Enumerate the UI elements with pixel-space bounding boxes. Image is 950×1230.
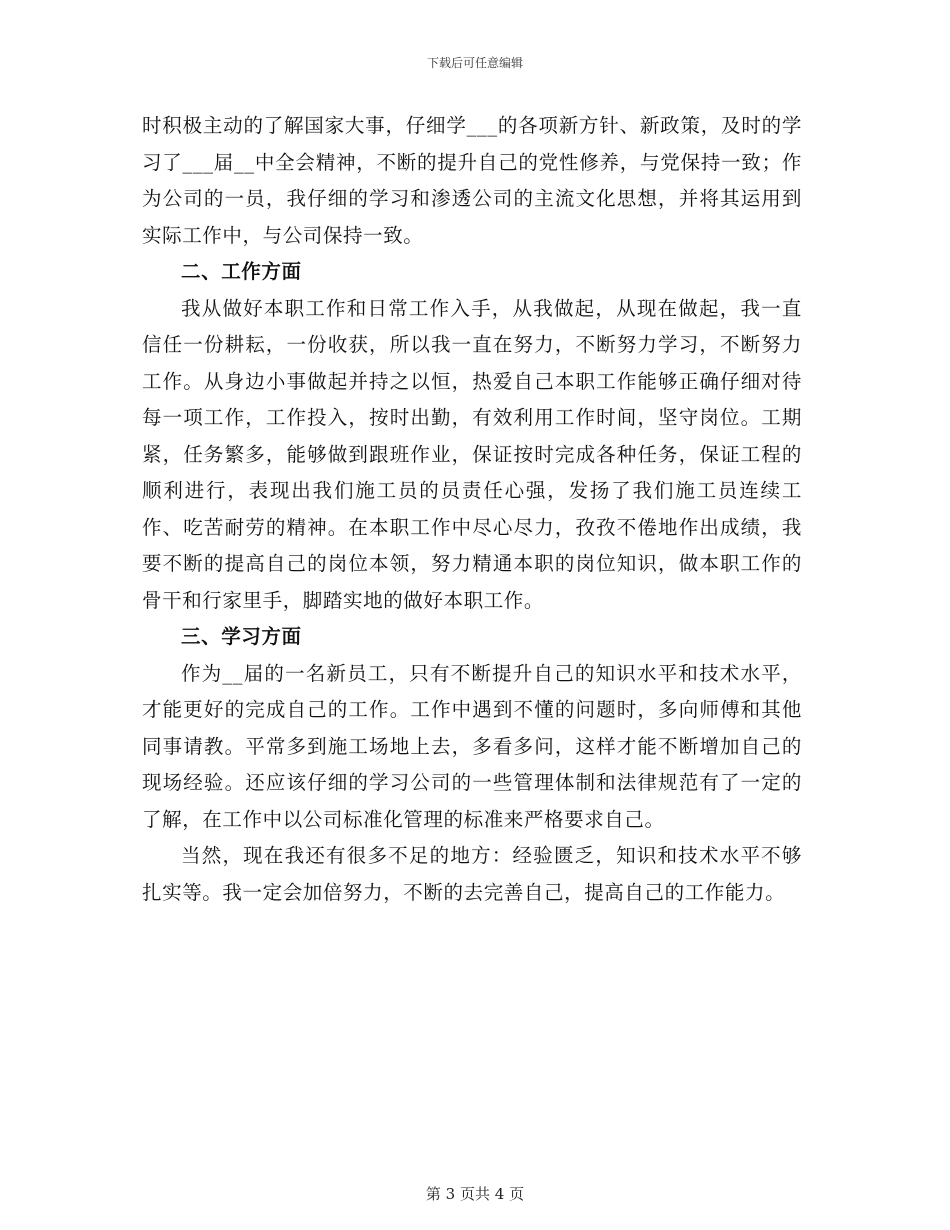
paragraph-study: 作为__届的一名新员工，只有不断提升自己的知识水平和技术水平，才能更好的完成自己的工作。工作中遇到不懂的问题时，多向师傅和其他同事请教。平常多到施工场地上去，多看多问，这样才能不断增加自己的现场经验。还应该仔细的学习公司的一些管理体制和法律规范有了一定的了解，在工作中以公司标准化管理的标准来严格要求自己。 xyxy=(142,661,802,831)
paragraph-intro: 时积极主动的了解国家大事，仔细学___的各项新方针、新政策，及时的学习了___届__中全会精神，不断的提升自己的党性修养，与党保持一致；作为公司的一员，我仔细的学习和渗透公司的主流文化思想，并将其运用到实际工作中，与公司保持一致。 xyxy=(142,114,802,247)
section-heading-study: 三、学习方面 xyxy=(181,625,302,648)
document-body xyxy=(142,108,802,911)
paragraph-work: 我从做好本职工作和日常工作入手，从我做起，从现在做起，我一直信任一份耕耘，一份收获，所以我一直在努力，不断努力学习，不断努力工作。从身边小事做起并持之以恒，热爱自己本职工作能够正确仔细对待每一项工作，工作投入，按时出勤，有效利用工作时间，坚守岗位。工期紧，任务繁多，能够做到跟班作业，保证按时完成各种任务，保证工程的顺利进行，表现出我们施工员的员责任心强，发扬了我们施工员连续工作、吃苦耐劳的精神。在本职工作中尽心尽力，孜孜不倦地作出成绩，我要不断的提高自己的岗位本领，努力精通本职的岗位知识，做本职工作的骨干和行家里手，脚踏实地的做好本职工作。 xyxy=(142,296,802,612)
section-heading-work: 二、工作方面 xyxy=(181,260,302,283)
page-header: 下载后可任意编辑 xyxy=(426,56,523,70)
paragraph-conclusion: 当然，现在我还有很多不足的地方：经验匮乏，知识和技术水平不够扎实等。我一定会加倍努力，不断的去完善自己，提高自己的工作能力。 xyxy=(142,844,802,904)
page-footer: 第 3 页共 4 页 xyxy=(425,1185,525,1203)
